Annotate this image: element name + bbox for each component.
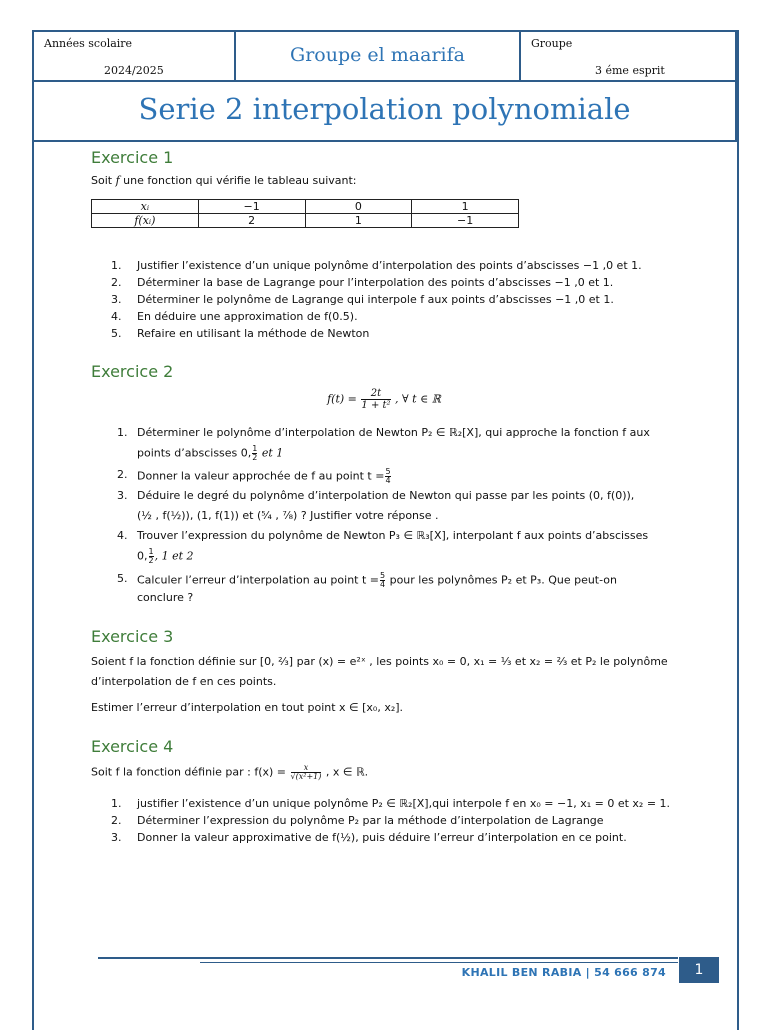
item-text: Déterminer le polynôme de Lagrange qui interpole f aux points d’abscisses −1 ,0 et 1. bbox=[137, 293, 614, 306]
frac-num: x bbox=[291, 764, 322, 773]
item-number: 2. bbox=[111, 276, 122, 289]
footer-rule bbox=[98, 957, 678, 959]
frac-den: 4 bbox=[385, 476, 391, 485]
item-text: Soit f la fonction définie par : f(x) = bbox=[91, 765, 287, 779]
intro-f: f bbox=[115, 174, 120, 187]
intro-text-b: une fonction qui vérifie le tableau suivant: bbox=[123, 174, 357, 187]
ex2-item-5-line-c: conclure ? bbox=[137, 591, 194, 604]
item-text: En déduire une approximation de f(0.5). bbox=[137, 310, 358, 323]
table-row bbox=[92, 200, 519, 214]
item-text: 0, bbox=[137, 549, 148, 563]
table-cell: 1 bbox=[412, 200, 519, 214]
exercise-3-title: Exercice 3 bbox=[91, 627, 174, 646]
item-text: Déterminer l’expression du polynôme P₂ par la méthode d’interpolation de Lagrange bbox=[137, 814, 604, 827]
exercise-1-title: Exercice 1 bbox=[91, 148, 174, 167]
formula-numerator: 2t bbox=[361, 388, 390, 400]
five-fourths-fraction bbox=[380, 572, 385, 589]
exercise-3-line-3: Estimer l’erreur d’interpolation en tout point x ∈ [x₀, x₂]. bbox=[91, 701, 404, 714]
item-text: Justifier l’existence d’un unique polynôme d’interpolation des points d’abscisses −1 ,0 et 1. bbox=[137, 259, 642, 272]
table-row bbox=[92, 214, 519, 228]
item-number: 5. bbox=[111, 327, 122, 340]
function-fraction bbox=[291, 764, 322, 781]
formula-rhs: , ∀ t ∈ ℝ bbox=[395, 392, 441, 406]
frac-num: 5 bbox=[385, 467, 391, 476]
table-cell: f(xᵢ) bbox=[92, 214, 199, 228]
half-fraction bbox=[149, 548, 154, 565]
item-text: justifier l’existence d’un unique polynôme P₂ ∈ ℝ₂[X],qui interpole f en x₀ = −1, x₁ = 0 et x₂ = 1. bbox=[137, 797, 671, 810]
year-label: Années scolaire bbox=[44, 37, 133, 50]
frac-den: 4 bbox=[380, 580, 386, 589]
values-table bbox=[91, 199, 519, 228]
item-text: Donner la valeur approximative de f(½), puis déduire l’erreur d’interpolation en ce point. bbox=[137, 831, 627, 844]
ex2-item-3-number: 3. bbox=[117, 489, 128, 502]
ex2-item-1-number: 1. bbox=[117, 426, 128, 439]
group-label: Groupe bbox=[531, 37, 573, 50]
ex2-item-3-line-b: (½ , f(½)), (1, f(1)) et (⁵⁄₄ , ⁷⁄₈) ? Justifier votre réponse . bbox=[137, 509, 439, 522]
item-text: pour les polynômes P₂ et P₃. Que peut-on bbox=[389, 573, 617, 587]
exercise-1-intro bbox=[91, 174, 357, 188]
footer-author: KHALIL BEN RABIA | 54 666 874 bbox=[461, 966, 666, 979]
half-fraction bbox=[252, 445, 257, 462]
table-cell: xᵢ bbox=[92, 200, 199, 214]
frac-den: 2 bbox=[252, 453, 258, 462]
list-item bbox=[91, 812, 670, 829]
header-title-cell bbox=[236, 32, 521, 80]
ex2-item-3-line-a: Déduire le degré du polynôme d’interpolation de Newton qui passe par les points (0, f(0)), bbox=[137, 489, 635, 502]
ex2-item-2-number: 2. bbox=[117, 468, 128, 481]
header-title: Groupe el maarifa bbox=[290, 44, 465, 66]
item-number: 3. bbox=[111, 293, 122, 306]
ex2-item-5-number: 5. bbox=[117, 572, 128, 585]
item-number: 1. bbox=[111, 797, 122, 810]
group-value: 3 éme esprit bbox=[595, 64, 665, 77]
exercise-4-questions bbox=[91, 795, 670, 846]
list-item bbox=[91, 291, 642, 308]
table-cell: −1 bbox=[198, 200, 305, 214]
page-title: Serie 2 interpolation polynomiale bbox=[138, 92, 631, 126]
formula-fraction bbox=[361, 388, 390, 411]
list-item bbox=[91, 325, 642, 342]
item-text: Donner la valeur approchée de f au point t = bbox=[137, 469, 385, 483]
item-text: Refaire en utilisant la méthode de Newton bbox=[137, 327, 370, 340]
year-value: 2024/2025 bbox=[104, 64, 164, 77]
exercise-1-questions bbox=[91, 257, 642, 342]
ex2-item-4-line-b bbox=[137, 548, 194, 565]
item-text: et 1 bbox=[261, 446, 284, 460]
formula-lhs: f(t) = bbox=[327, 392, 357, 406]
ex2-item-5-line-a bbox=[137, 572, 617, 589]
ex2-item-2-line bbox=[137, 468, 392, 485]
exercise-2-title: Exercice 2 bbox=[91, 362, 174, 381]
title-box bbox=[32, 82, 737, 142]
item-text: , x ∈ ℝ. bbox=[325, 765, 369, 779]
item-number: 4. bbox=[111, 310, 122, 323]
exercise-4-intro bbox=[91, 764, 368, 781]
frac-num: 1 bbox=[252, 444, 258, 453]
item-text: Calculer l’erreur d’interpolation au point t = bbox=[137, 573, 379, 587]
list-item bbox=[91, 829, 670, 846]
header-year-cell bbox=[34, 32, 236, 80]
table-cell: 2 bbox=[198, 214, 305, 228]
item-text: , 1 et 2 bbox=[154, 549, 194, 563]
item-number: 2. bbox=[111, 814, 122, 827]
header-table bbox=[32, 30, 737, 82]
frac-den: √(x²+1) bbox=[290, 772, 322, 781]
list-item bbox=[91, 308, 642, 325]
footer-rule-thin bbox=[200, 962, 678, 963]
header-group-cell bbox=[521, 32, 735, 80]
table-cell: −1 bbox=[412, 214, 519, 228]
list-item bbox=[91, 257, 642, 274]
exercise-4-title: Exercice 4 bbox=[91, 737, 174, 756]
exercise-3-line-2: d’interpolation de f en ces points. bbox=[91, 675, 277, 688]
intro-text-a: Soit bbox=[91, 174, 113, 187]
ex2-item-4-number: 4. bbox=[117, 529, 128, 542]
table-cell: 1 bbox=[305, 214, 412, 228]
ex2-item-1-line-a: Déterminer le polynôme d’interpolation de Newton P₂ ∈ ℝ₂[X], qui approche la fonction f aux bbox=[137, 426, 650, 439]
exercise-3-line-1: Soient f la fonction définie sur [0, ⅔] par (x) = e²ˣ , les points x₀ = 0, x₁ = ⅓ et x₂ = ⅔ et P₂ le polynôme bbox=[91, 655, 668, 668]
ex2-item-4-line-a: Trouver l’expression du polynôme de Newton P₃ ∈ ℝ₃[X], interpolant f aux points d’abscisses bbox=[137, 529, 649, 542]
item-number: 1. bbox=[111, 259, 122, 272]
item-text: Déterminer la base de Lagrange pour l’interpolation des points d’abscisses −1 ,0 et 1. bbox=[137, 276, 614, 289]
item-text: points d’abscisses 0, bbox=[137, 446, 252, 460]
item-number: 3. bbox=[111, 831, 122, 844]
list-item bbox=[91, 795, 670, 812]
frac-den: 2 bbox=[148, 556, 154, 565]
five-fourths-fraction bbox=[385, 468, 390, 485]
frac-num: 5 bbox=[380, 571, 386, 580]
page-number: 1 bbox=[679, 957, 719, 983]
ex2-item-1-line-b bbox=[137, 445, 283, 462]
formula-denominator: 1 + t² bbox=[361, 400, 391, 411]
list-item bbox=[91, 274, 642, 291]
frac-num: 1 bbox=[148, 547, 154, 556]
table-cell: 0 bbox=[305, 200, 412, 214]
exercise-2-formula bbox=[0, 388, 768, 411]
